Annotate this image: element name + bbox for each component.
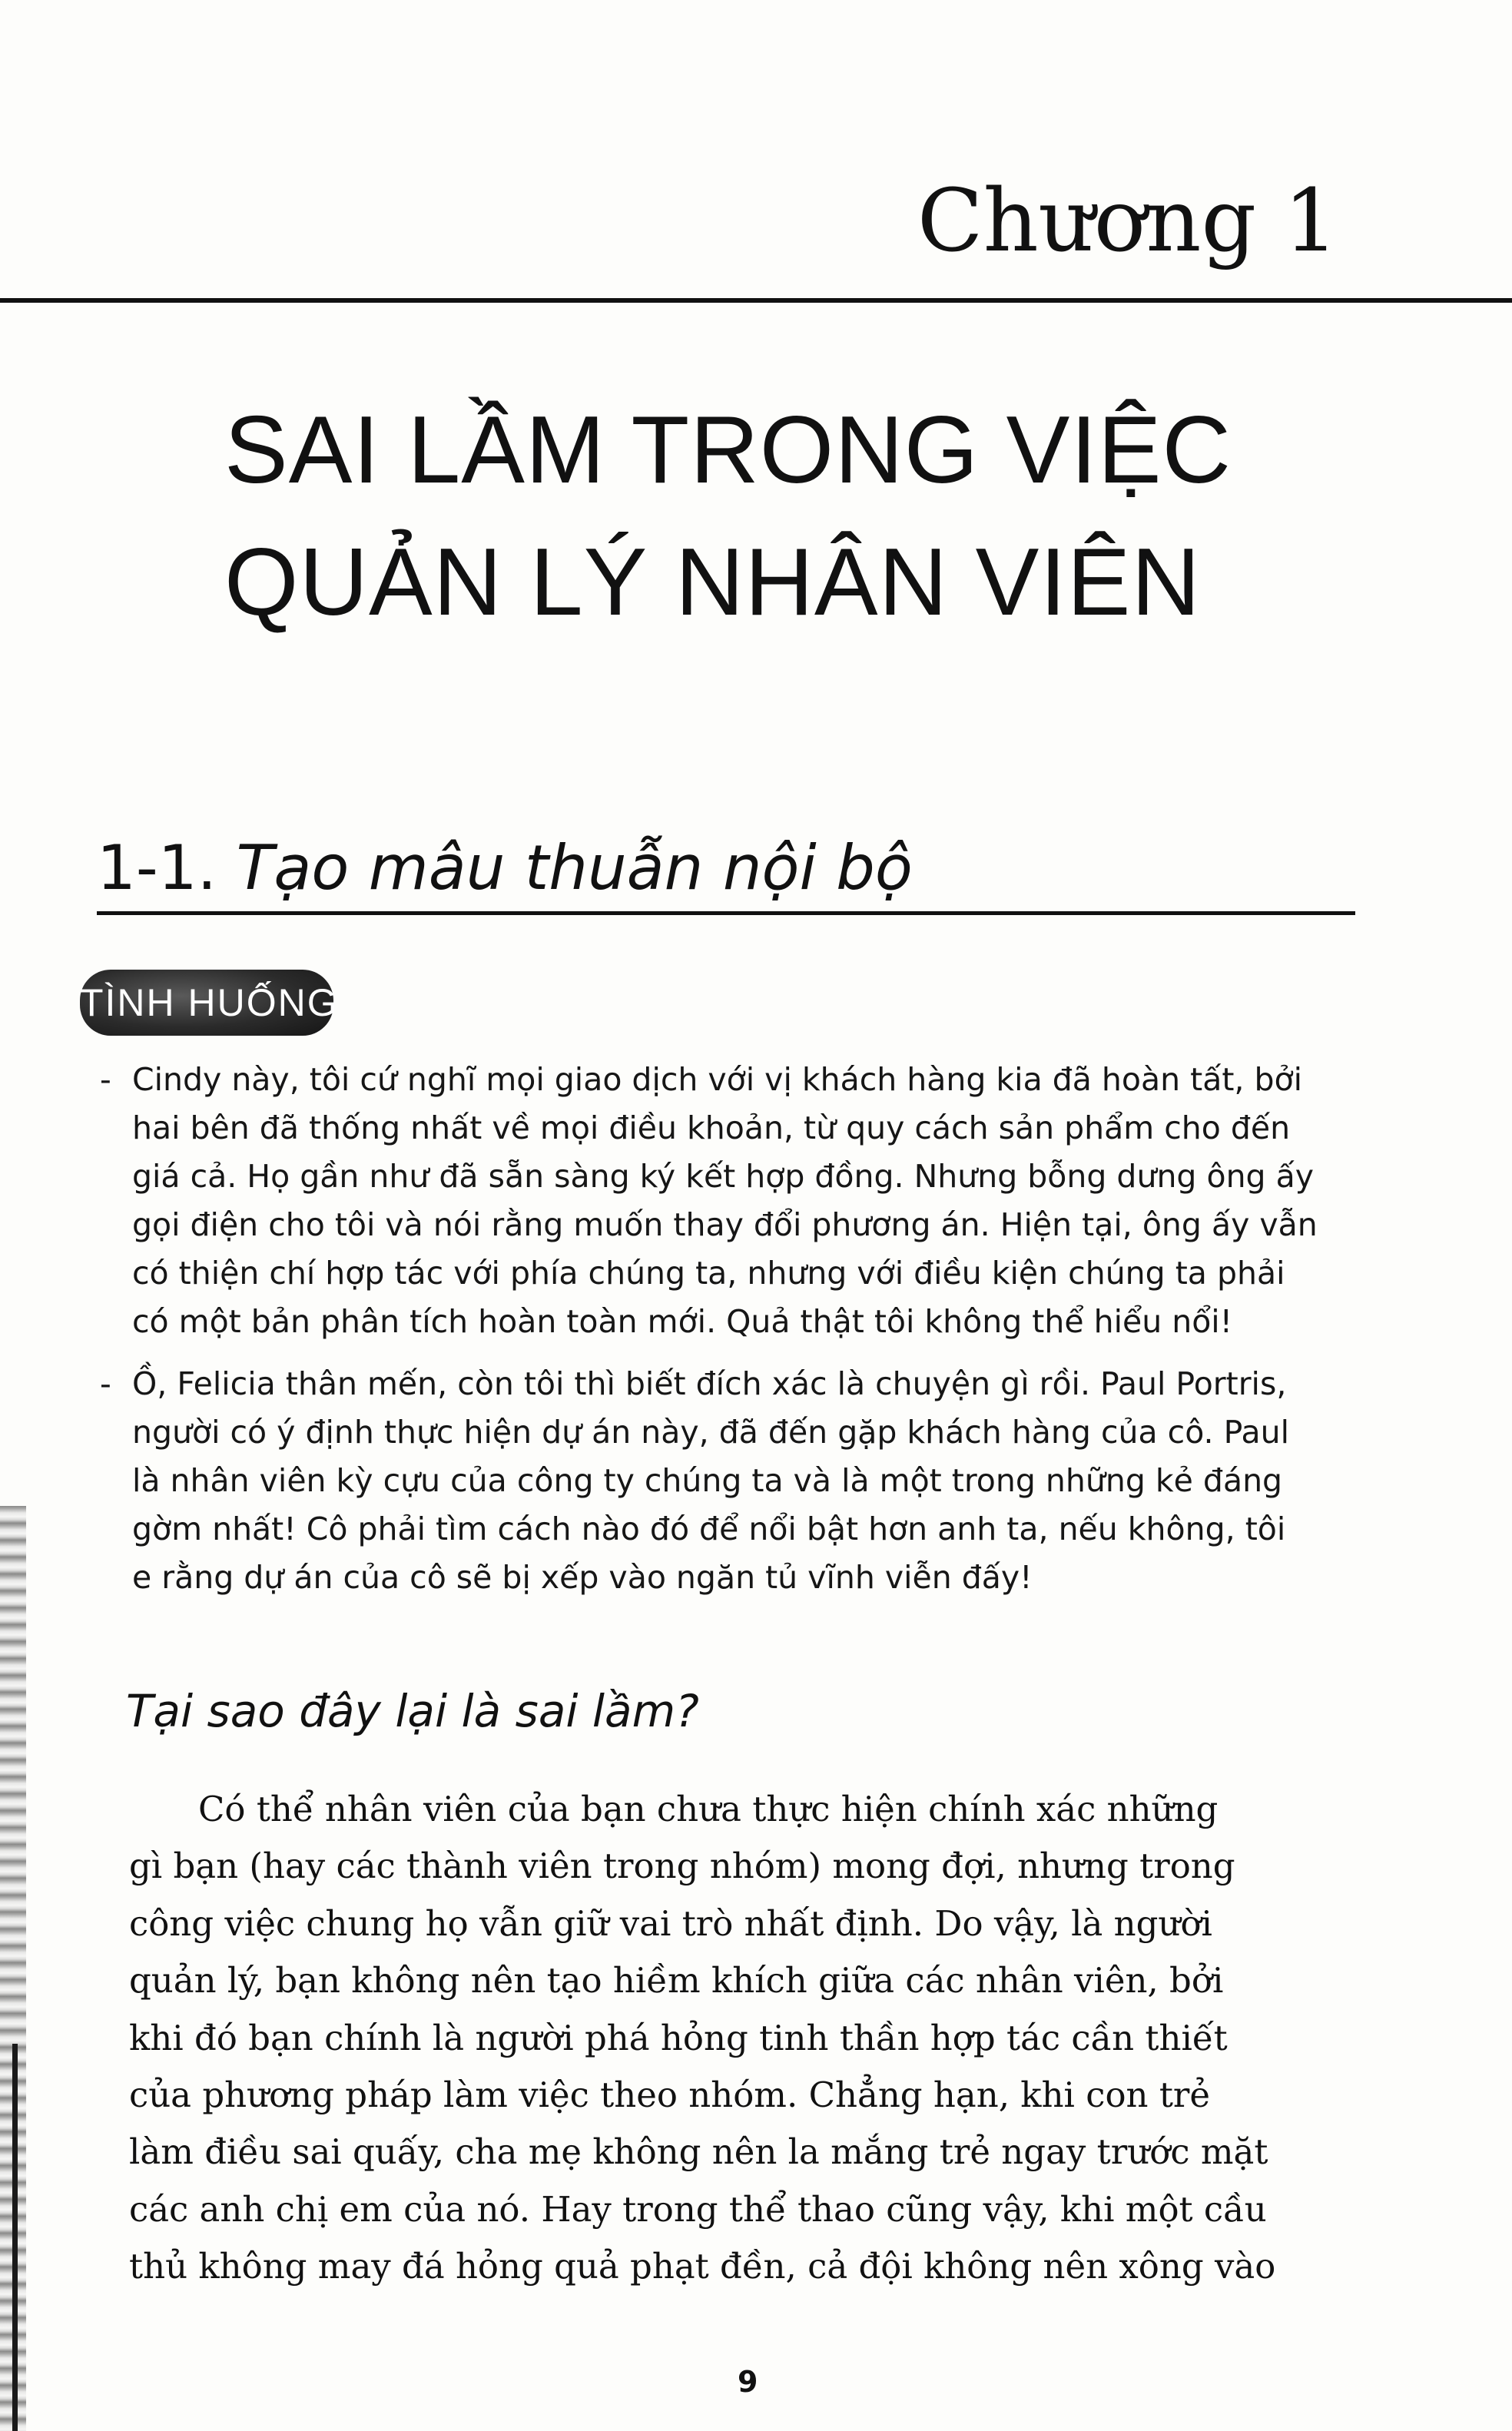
body-line: thủ không may đá hỏng quả phạt đền, cả đội không nên xông vào — [129, 2246, 1276, 2287]
dialogue-line: Cindy này, tôi cứ nghĩ mọi giao dịch với vị khách hàng kia đã hoàn tất, bởi — [132, 1061, 1302, 1098]
dialogue-line: có một bản phân tích hoàn toàn mới. Quả thật tôi không thể hiểu nổi! — [132, 1303, 1233, 1340]
body-line: gì bạn (hay các thành viên trong nhóm) mong đợi, nhưng trong — [129, 1846, 1235, 1887]
subheading-why-mistake: Tại sao đây lại là sai lầm? — [126, 1685, 699, 1737]
dialogue-line: có thiện chí hợp tác với phía chúng ta, nhưng với điều kiện chúng ta phải — [132, 1255, 1285, 1292]
section-title: Tạo mâu thuẫn nội bộ — [236, 832, 913, 904]
scan-edge-line — [12, 2044, 18, 2431]
dialogue-line: người có ý định thực hiện dự án này, đã đến gặp khách hàng của cô. Paul — [132, 1414, 1290, 1451]
dialogue-line: là nhân viên kỳ cựu của công ty chúng ta và là một trong những kẻ đáng — [132, 1462, 1283, 1499]
dialogue-dash: - — [100, 1365, 111, 1402]
section-divider — [97, 911, 1355, 915]
body-line: quản lý, bạn không nên tạo hiềm khích giữa các nhân viên, bởi — [129, 1960, 1224, 2002]
situation-badge: TÌNH HUỐNG — [80, 970, 333, 1036]
body-line: Có thể nhân viên của bạn chưa thực hiện chính xác những — [198, 1789, 1219, 1829]
dialogue-line: e rằng dự án của cô sẽ bị xếp vào ngăn tủ vĩnh viễn đấy! — [132, 1559, 1033, 1596]
dialogue-block — [95, 1056, 1371, 1602]
dialogue-dash: - — [100, 1061, 111, 1098]
page-number: 9 — [738, 2365, 758, 2399]
body-line: của phương pháp làm việc theo nhóm. Chẳng hạn, khi con trẻ — [129, 2074, 1211, 2115]
body-line: khi đó bạn chính là người phá hỏng tinh thần hợp tác cần thiết — [129, 2017, 1228, 2058]
dialogue-line: hai bên đã thống nhất về mọi điều khoản, từ quy cách sản phẩm cho đến — [132, 1109, 1291, 1146]
dialogue-paragraph — [95, 1360, 1371, 1602]
dialogue-line: Ồ, Felicia thân mến, còn tôi thì biết đích xác là chuyện gì rồi. Paul Portris, — [132, 1365, 1287, 1402]
body-line: các anh chị em của nó. Hay trong thể thao cũng vậy, khi một cầu — [129, 2188, 1267, 2230]
dialogue-paragraph — [95, 1056, 1371, 1346]
chapter-divider — [0, 298, 1512, 303]
section-heading — [97, 832, 913, 904]
dialogue-line: giá cả. Họ gần như đã sẵn sàng ký kết hợp đồng. Nhưng bỗng dưng ông ấy — [132, 1158, 1315, 1195]
chapter-title — [224, 384, 1377, 648]
body-paragraph — [129, 1781, 1374, 2296]
chapter-title-line: SAI LẦM TRONG VIỆC — [224, 397, 1232, 503]
section-number: 1-1. — [97, 832, 217, 904]
dialogue-line: gọi điện cho tôi và nói rằng muốn thay đổi phương án. Hiện tại, ông ấy vẫn — [132, 1206, 1318, 1243]
body-line: công việc chung họ vẫn giữ vai trò nhất định. Do vậy, là người — [129, 1902, 1212, 1944]
chapter-label: Chương 1 — [917, 171, 1338, 271]
dialogue-line: gờm nhất! Cô phải tìm cách nào đó để nổi bật hơn anh ta, nếu không, tôi — [132, 1511, 1286, 1547]
chapter-title-line: QUẢN LÝ NHÂN VIÊN — [224, 529, 1202, 635]
body-line: làm điều sai quấy, cha mẹ không nên la mắng trẻ ngay trước mặt — [129, 2131, 1268, 2173]
